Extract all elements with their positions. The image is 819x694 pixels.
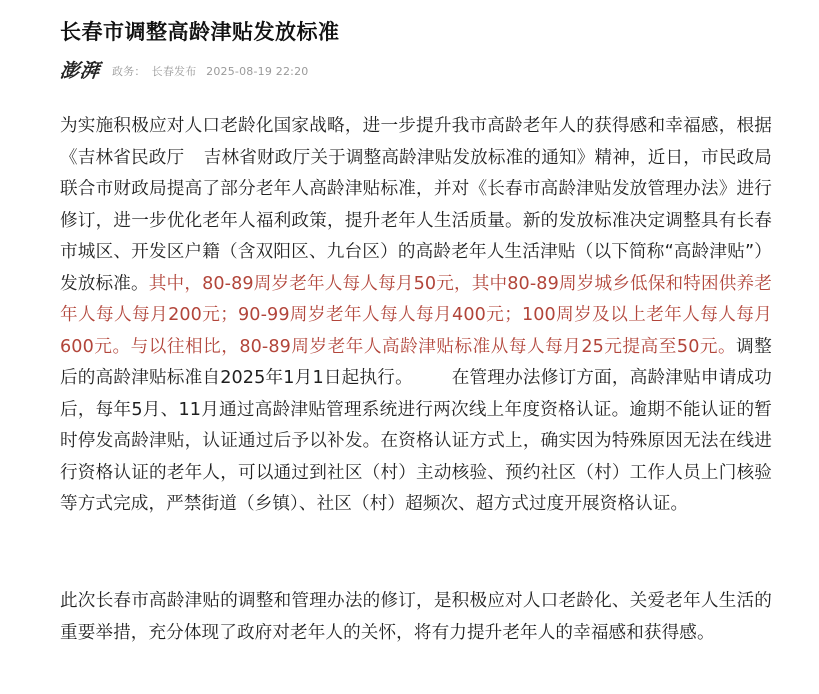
- meta-author[interactable]: 长春发布: [151, 65, 197, 78]
- paragraph-1-sentence-1: 为实施积极应对人口老龄化国家战略，进一步提升我市高龄老年人的获得感和幸福感，根据《吉林省民政厅: [60, 116, 772, 168]
- source-logo[interactable]: 澎湃: [58, 60, 102, 82]
- paragraph-1-sentence-3: 调整后的高龄津贴标准自2025年1月1日起执行。: [60, 336, 772, 388]
- highlighted-standards: 其中，80-89周岁老年人每人每月50元，其中80-89周岁城乡低保和特困供养老年人每人每月200元；90-99周岁老年人每人每月400元；100周岁及以上老年人每人每月600元。与以往相比，80-89周岁老年人高龄津贴标准从每人每月25元提高至50元。: [60, 273, 772, 357]
- paragraph-1-sentence-4: 在管理办法修订方面，高龄津贴申请成功后，每年5月、11月通过高龄津贴管理系统进行两次线上年度资格认证。逾期不能认证的暂时停发高龄津贴，认证通过后予以补发。在资格认证方式上，确实因为特殊原因无法在线进行资格认证的老年人，可以通过到社区（村）主动核验、预约社区（村）工作人员上门核验等方式完成，严禁街道（乡镇）、社区（村）超频次、超方式过度开展资格认证。: [60, 368, 772, 514]
- article-paragraph-1: [60, 111, 772, 521]
- article-paragraph-2: 此次长春市高龄津贴的调整和管理办法的修订，是积极应对人口老龄化、关爱老年人生活的重要举措，充分体现了政府对老年人的关怀，将有力提升老年人的幸福感和获得感。: [60, 591, 772, 643]
- article-meta: [60, 58, 308, 84]
- paragraph-1-sentence-2: 吉林省财政厅关于调整高龄津贴发放标准的通知》精神，近日，市民政局联合市财政局提高了部分老年人高龄津贴标准，并对《长春市高龄津贴发放管理办法》进行修订，进一步优化老年人福利政策，提升老年人生活质量。新的发放标准决定调整具有长春市城区、开发区户籍（含双阳区、九台区）的高龄老年人生活津贴（以下简称“高龄津贴”）发放标准。: [60, 147, 773, 294]
- meta-text: [112, 63, 308, 79]
- article-title: 长春市调整高龄津贴发放标准: [60, 20, 340, 44]
- meta-datetime: 2025-08-19 22:20: [206, 65, 309, 78]
- meta-category: 政务：: [112, 65, 146, 78]
